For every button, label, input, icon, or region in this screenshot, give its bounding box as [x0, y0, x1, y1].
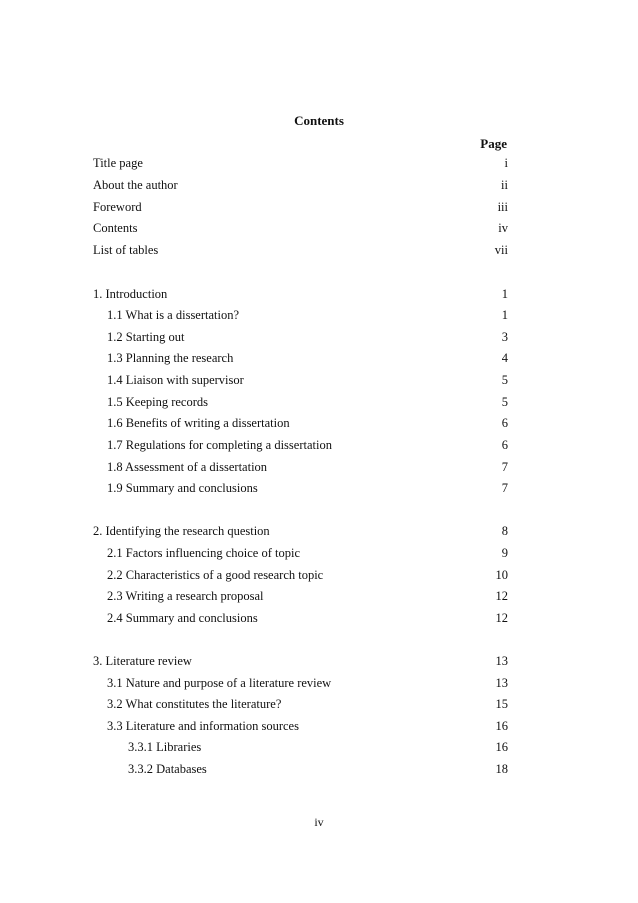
toc-entry-page: 3 — [501, 330, 508, 344]
toc-entry-label: 3.3 Literature and information sources — [107, 719, 299, 733]
toc-entry-label: 1.2 Starting out — [107, 330, 185, 344]
toc-entry-page: 9 — [501, 546, 508, 560]
toc-section-1-6[interactable] — [93, 414, 508, 432]
page-title: Contents — [294, 113, 344, 128]
toc-entry-page: 16 — [495, 740, 508, 754]
toc-section-2-1[interactable] — [93, 544, 508, 562]
toc-entry-label: About the author — [93, 178, 178, 192]
toc-entry-label: 1.3 Planning the research — [107, 351, 234, 365]
toc-entry-page: 6 — [501, 438, 508, 452]
toc-entry-about-author[interactable] — [93, 176, 508, 194]
toc-entry-page: 5 — [501, 373, 508, 387]
toc-entry-page: 1 — [501, 287, 508, 301]
toc-section-1-9[interactable] — [93, 479, 508, 497]
toc-section-3-2[interactable] — [93, 695, 508, 713]
toc-entry-page: 8 — [501, 524, 508, 538]
toc-entry-label: 3.3.2 Databases — [128, 762, 207, 776]
toc-entry-page: iv — [498, 221, 508, 235]
toc-section-1-3[interactable] — [93, 349, 508, 367]
toc-section-1-8[interactable] — [93, 458, 508, 476]
toc-entry-label: Title page — [93, 156, 143, 170]
toc-entry-page: 13 — [495, 676, 508, 690]
toc-section-3-1[interactable] — [93, 674, 508, 692]
toc-entry-page: 7 — [501, 460, 508, 474]
toc-section-1-5[interactable] — [93, 393, 508, 411]
page-column-header: Page — [480, 136, 507, 151]
toc-section-3-3[interactable] — [93, 717, 508, 735]
toc-entry-page: 5 — [501, 395, 508, 409]
toc-entry-page: 13 — [495, 654, 508, 668]
toc-entry-page: 6 — [501, 416, 508, 430]
toc-entry-label: 1.8 Assessment of a dissertation — [107, 460, 268, 474]
toc-section-1-7[interactable] — [93, 436, 508, 454]
toc-subsection-3-3-2[interactable] — [93, 760, 508, 778]
toc-entry-contents[interactable] — [93, 219, 508, 237]
toc-entry-page: 12 — [495, 611, 508, 625]
toc-entry-label: 3.2 What constitutes the literature? — [107, 697, 282, 711]
toc-section-1-4[interactable] — [93, 371, 508, 389]
toc-entry-label: 2. Identifying the research question — [93, 524, 270, 538]
toc-entry-page: ii — [501, 178, 508, 192]
toc-entry-page: 12 — [495, 589, 508, 603]
toc-entry-label: 2.4 Summary and conclusions — [107, 611, 258, 625]
toc-entry-page: 16 — [495, 719, 508, 733]
toc-entry-label: 3. Literature review — [93, 654, 192, 668]
toc-entry-label: 1.4 Liaison with supervisor — [107, 373, 244, 387]
toc-entry-page: 1 — [501, 308, 508, 322]
toc-entry-label: 1.6 Benefits of writing a dissertation — [107, 416, 290, 430]
toc-section-2-3[interactable] — [93, 587, 508, 605]
toc-entry-label: 3.3.1 Libraries — [128, 740, 202, 754]
toc-entry-label: 1.5 Keeping records — [107, 395, 209, 409]
toc-section-1-1[interactable] — [93, 306, 508, 324]
toc-entry-label: Foreword — [93, 200, 142, 214]
toc-entry-page: iii — [497, 200, 508, 214]
toc-entry-label: 2.3 Writing a research proposal — [107, 589, 264, 603]
toc-subsection-3-3-1[interactable] — [93, 738, 508, 756]
toc-entry-label: List of tables — [93, 243, 159, 257]
toc-entry-label: Contents — [93, 221, 138, 235]
toc-entry-label: 3.1 Nature and purpose of a literature review — [107, 676, 332, 690]
toc-entry-page: 10 — [495, 568, 508, 582]
toc-entry-page: i — [504, 156, 508, 170]
toc-entry-label: 2.1 Factors influencing choice of topic — [107, 546, 300, 560]
toc-section-2-4[interactable] — [93, 609, 508, 627]
toc-entry-label: 1.9 Summary and conclusions — [107, 481, 258, 495]
toc-entry-page: vii — [494, 243, 508, 257]
toc-entry-label: 1.7 Regulations for completing a dissertation — [107, 438, 332, 452]
toc-chapter-1[interactable] — [93, 285, 508, 303]
toc-entry-list-of-tables[interactable] — [93, 241, 508, 259]
toc-section-2-2[interactable] — [93, 566, 508, 584]
toc-entry-foreword[interactable] — [93, 198, 508, 216]
toc-entry-title-page[interactable] — [93, 154, 508, 172]
page-number: iv — [314, 815, 324, 829]
toc-entry-page: 15 — [495, 697, 508, 711]
toc-entry-page: 4 — [501, 351, 508, 365]
toc-entry-label: 1.1 What is a dissertation? — [107, 308, 240, 322]
toc-entry-page: 18 — [495, 762, 508, 776]
toc-chapter-3[interactable] — [93, 652, 508, 670]
toc-chapter-2[interactable] — [93, 522, 508, 540]
toc-entry-label: 2.2 Characteristics of a good research topic — [107, 568, 324, 582]
toc-entry-label: 1. Introduction — [93, 287, 168, 301]
toc-section-1-2[interactable] — [93, 328, 508, 346]
toc-entry-page: 7 — [501, 481, 508, 495]
